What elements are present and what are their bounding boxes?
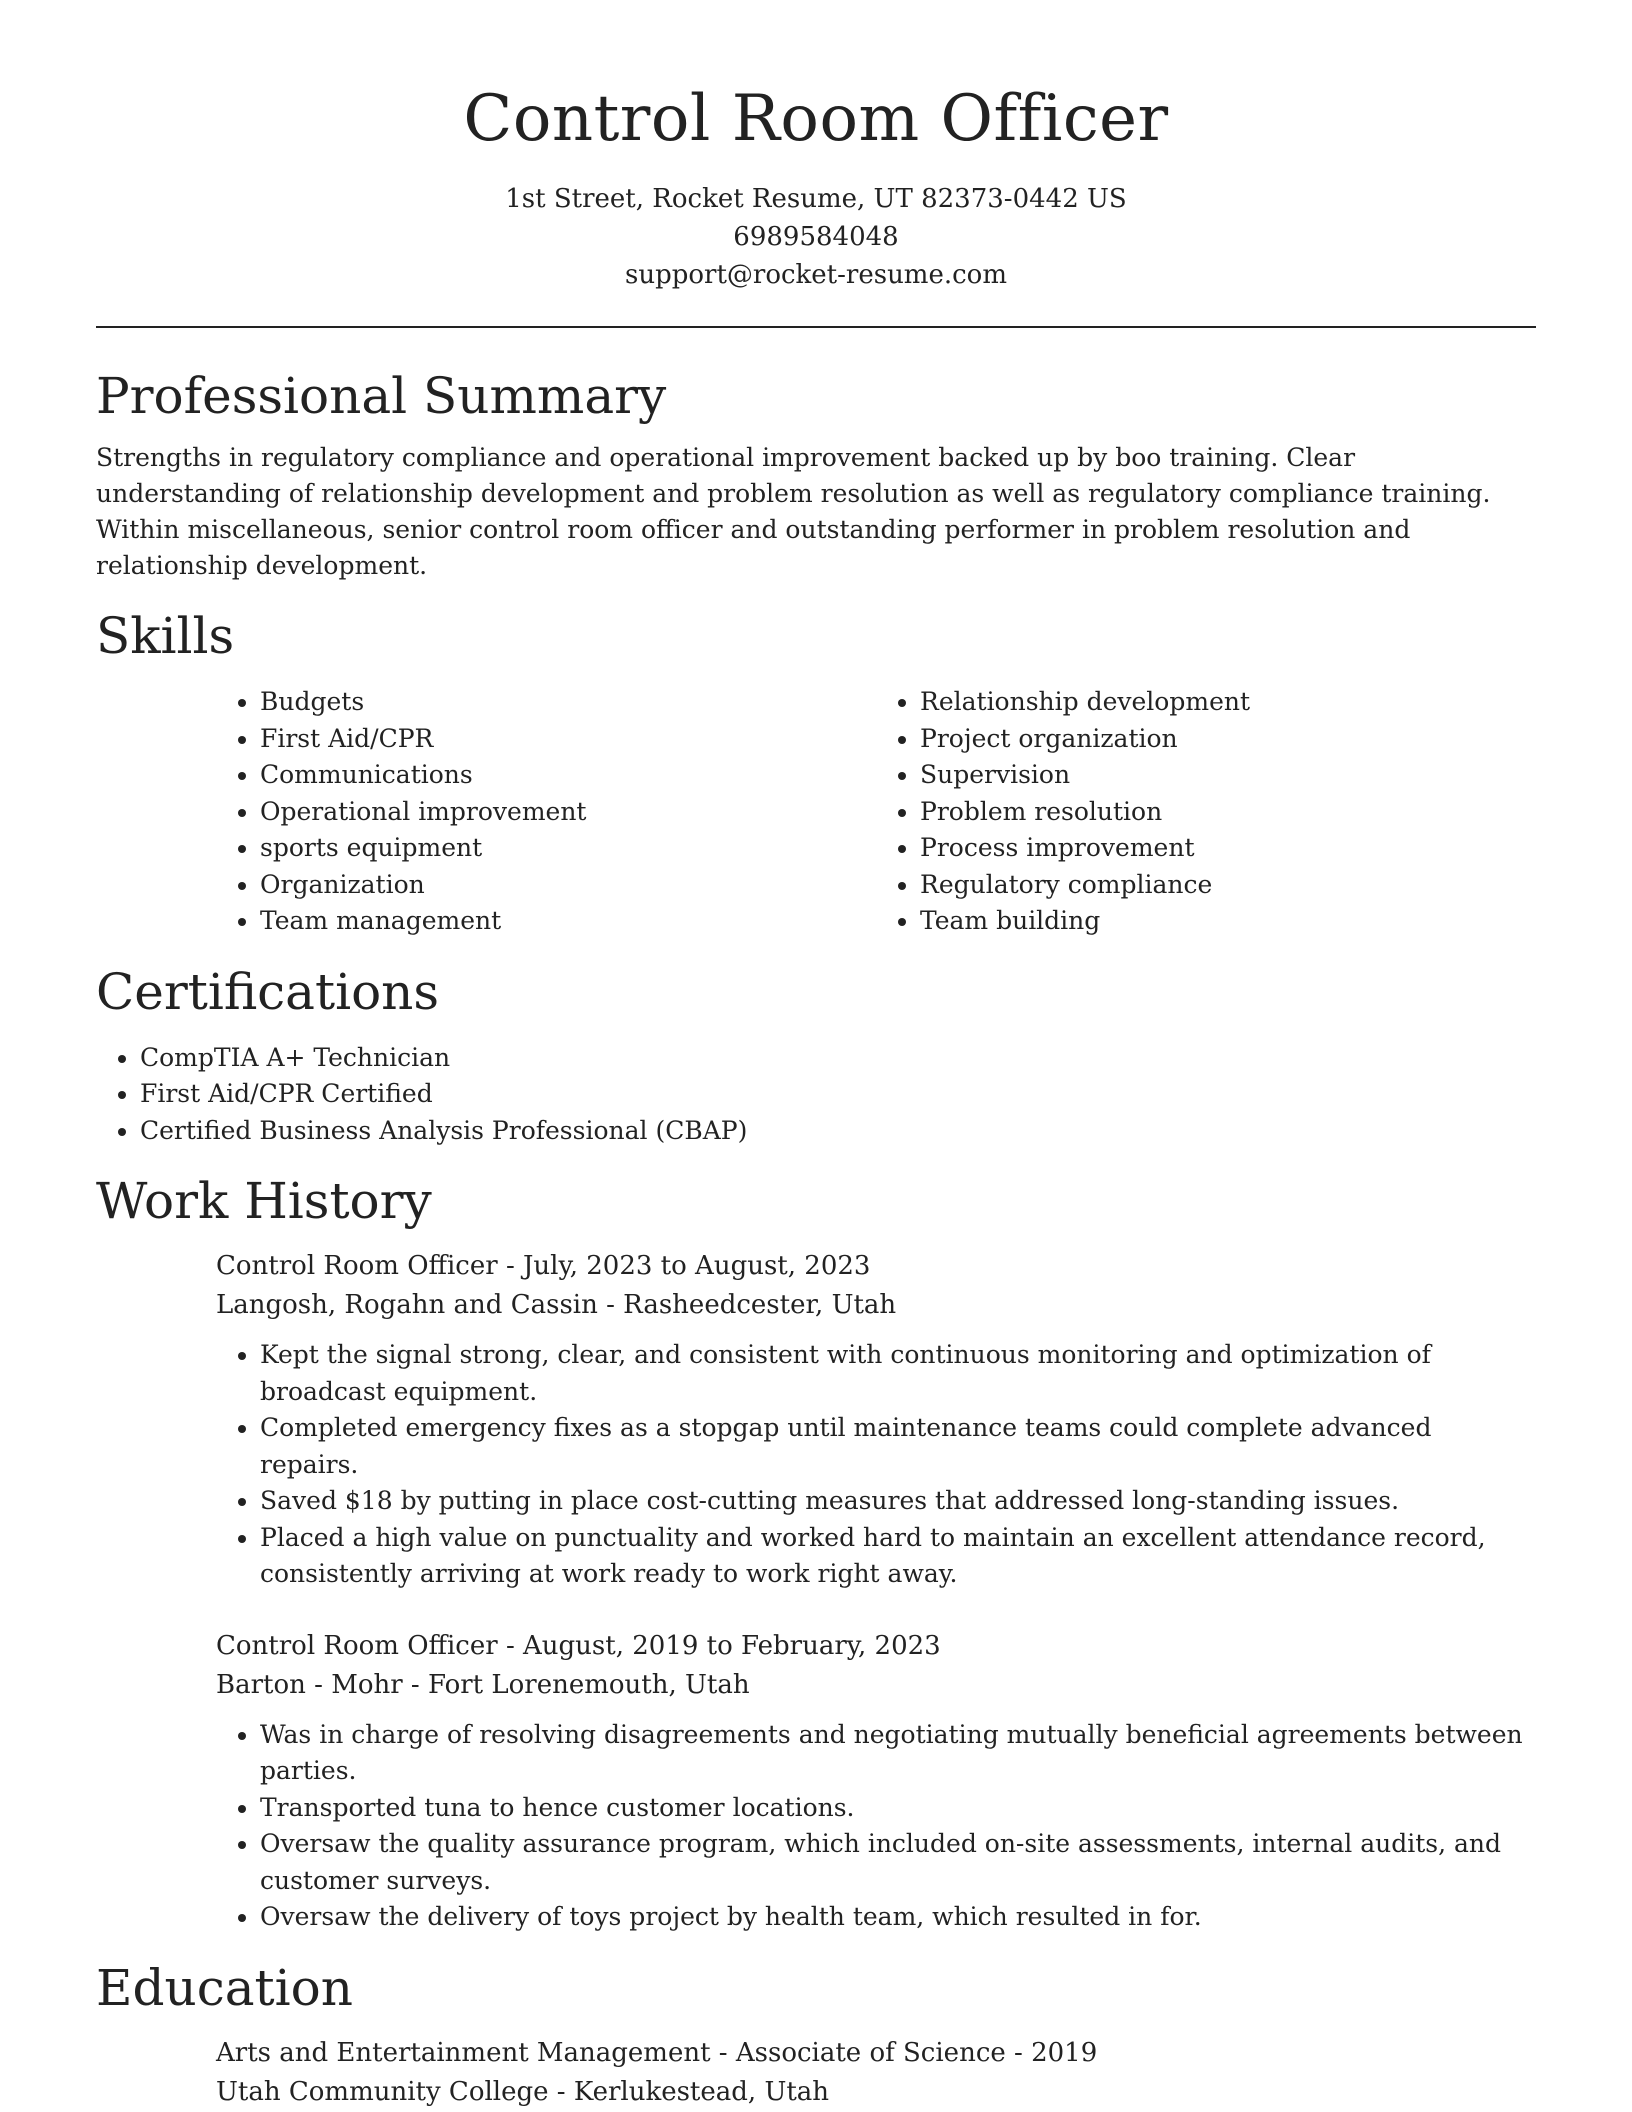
skill-item: • First Aid/CPR [260, 721, 876, 758]
skill-item: • Process improvement [920, 830, 1536, 867]
skills-list-left [216, 684, 876, 940]
certifications-title: Certifications [96, 962, 440, 1021]
job-bullets [216, 1337, 1536, 1593]
education-entry [216, 2034, 1536, 2112]
email-text: support@rocket-resume.com [624, 260, 1007, 291]
skill-item: • Operational improvement [260, 794, 876, 831]
skill-item: • Project organization [920, 721, 1536, 758]
job-company-line: Barton - Mohr - Fort Lorenemouth, Utah [216, 1669, 750, 1700]
header-divider [96, 326, 1536, 328]
contact-block [96, 180, 1536, 294]
summary-section [96, 366, 1536, 584]
job-bullet: • Oversaw the delivery of toys project by health team, which resulted in for. [260, 1899, 1536, 1936]
address-text: 1st Street, Rocket Resume, UT 82373-0442 US [505, 184, 1127, 215]
candidate-name: Control Room Officer [463, 82, 1169, 156]
summary-title: Professional Summary [96, 367, 667, 426]
certifications-list [96, 1040, 1536, 1150]
skill-item: • Problem resolution [920, 794, 1536, 831]
skill-item: • Budgets [260, 684, 876, 721]
skill-item: • Communications [260, 757, 876, 794]
job-entry [216, 1627, 1536, 1936]
work-history-section [96, 1171, 1536, 1936]
job-company-line: Langosh, Rogahn and Cassin - Rasheedcester, Utah [216, 1290, 897, 1321]
skills-title: Skills [96, 607, 235, 666]
education-degree-line: Arts and Entertainment Management - Associate of Science - 2019 [216, 2037, 1098, 2068]
skills-list-right [876, 684, 1536, 940]
education-title: Education [96, 1958, 353, 2017]
job-bullet: • Completed emergency fixes as a stopgap until maintenance teams could complete advanced repairs. [260, 1410, 1536, 1483]
certifications-section [96, 962, 1536, 1150]
job-bullet: • Was in charge of resolving disagreements and negotiating mutually beneficial agreements between parties. [260, 1717, 1536, 1790]
job-bullet: • Kept the signal strong, clear, and consistent with continuous monitoring and optimization of broadcast equipment. [260, 1337, 1536, 1410]
job-bullet: • Placed a high value on punctuality and worked hard to maintain an excellent attendance record, consistently arriving at work ready to work right away. [260, 1520, 1536, 1593]
certification-item: • CompTIA A+ Technician [140, 1040, 1536, 1077]
skill-item: • sports equipment [260, 830, 876, 867]
skill-item: • Relationship development [920, 684, 1536, 721]
resume-header [96, 0, 1536, 294]
skills-grid [216, 666, 1536, 940]
skill-item: • Organization [260, 867, 876, 904]
skill-item: • Regulatory compliance [920, 867, 1536, 904]
certification-item: • First Aid/CPR Certified [140, 1076, 1536, 1113]
skills-section [96, 606, 1536, 940]
skill-item: • Team management [260, 903, 876, 940]
education-section [96, 1958, 1536, 2112]
summary-text: Strengths in regulatory compliance and operational improvement backed up by boo training. Clear understanding of relationship development and problem resolution as well as regulatory compliance training. Within miscellaneous, senior control room officer and outstanding performer in problem resolution and relationship development. [96, 443, 1491, 581]
job-role-line: Control Room Officer - August, 2019 to February, 2023 [216, 1630, 941, 1661]
resume-page [96, 0, 1536, 2112]
job-bullets [216, 1717, 1536, 1936]
skill-item: • Supervision [920, 757, 1536, 794]
job-bullet: • Oversaw the quality assurance program, which included on-site assessments, internal audits, and customer surveys. [260, 1826, 1536, 1899]
certification-item: • Certified Business Analysis Professional (CBAP) [140, 1113, 1536, 1150]
phone-text: 6989584048 [733, 222, 899, 253]
skill-item: • Team building [920, 903, 1536, 940]
work-history-title: Work History [96, 1172, 432, 1231]
job-entry [216, 1247, 1536, 1593]
job-bullet: • Saved $18 by putting in place cost-cutting measures that addressed long-standing issues. [260, 1483, 1536, 1520]
job-bullet: • Transported tuna to hence customer locations. [260, 1790, 1536, 1827]
job-role-line: Control Room Officer - July, 2023 to August, 2023 [216, 1251, 871, 1282]
education-school-line: Utah Community College - Kerlukestead, Utah [216, 2076, 830, 2107]
